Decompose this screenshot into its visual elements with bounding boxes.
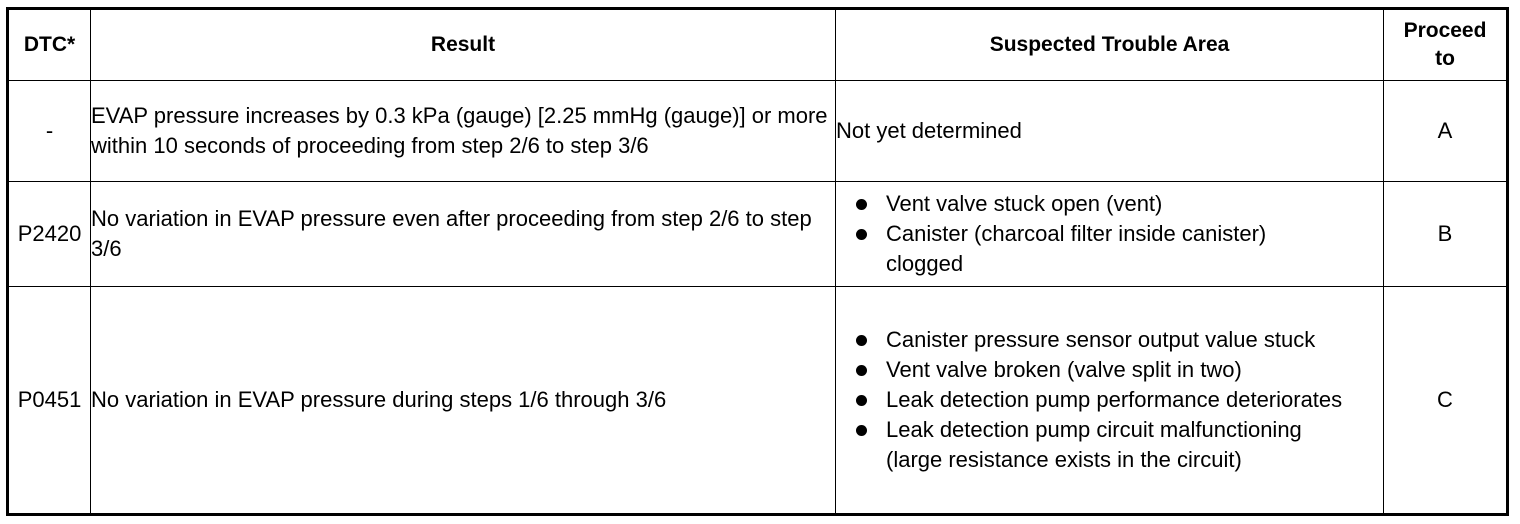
list-item [836, 385, 1383, 415]
result-text: No variation in EVAP pressure during steps 1/6 through 3/6 [91, 287, 836, 515]
table-row [8, 287, 1508, 515]
list-item-text: Leak detection pump performance deteriorates [886, 387, 1343, 412]
list-item-text: Vent valve broken (valve split in two) [886, 357, 1242, 382]
table-row [8, 182, 1508, 287]
bullet-icon [856, 425, 867, 436]
header-dtc: DTC* [8, 9, 91, 81]
result-text: No variation in EVAP pressure even after proceeding from step 2/6 to step 3/6 [91, 182, 836, 287]
bullet-icon [856, 395, 867, 406]
bullet-icon [856, 365, 867, 376]
list-item-text: Canister pressure sensor output value stuck [886, 327, 1316, 352]
table-header-row [8, 9, 1508, 81]
result-text: EVAP pressure increases by 0.3 kPa (gauge) [2.25 mmHg (gauge)] or more within 10 seconds of proceeding from step 2/6 to step 3/6 [91, 81, 836, 182]
proceed-to-value: C [1384, 287, 1508, 515]
dtc-table [6, 7, 1509, 516]
list-item [836, 219, 1383, 279]
dtc-code: P0451 [8, 287, 91, 515]
dtc-code: P2420 [8, 182, 91, 287]
header-suspected-trouble-area: Suspected Trouble Area [836, 9, 1384, 81]
bullet-icon [856, 335, 867, 346]
bullet-icon [856, 229, 867, 240]
list-item-text: Vent valve stuck open (vent) [886, 191, 1163, 216]
header-proceed-line1: Proceed [1403, 19, 1487, 42]
suspected-area-list [836, 182, 1384, 287]
proceed-to-value: A [1384, 81, 1508, 182]
bullet-icon [856, 199, 867, 210]
dtc-code: - [8, 81, 91, 182]
suspected-area-text: Not yet determined [836, 81, 1384, 182]
list-item-text: Leak detection pump circuit malfunctioning (large resistance exists in the circuit) [886, 417, 1302, 472]
header-proceed-line2: to [1435, 47, 1455, 70]
header-proceed-to [1384, 9, 1508, 81]
list-item [836, 415, 1383, 475]
suspected-area-list [836, 287, 1384, 515]
header-result: Result [91, 9, 836, 81]
list-item [836, 325, 1383, 355]
list-item [836, 355, 1383, 385]
list-item [836, 189, 1383, 219]
proceed-to-value: B [1384, 182, 1508, 287]
list-item-text: Canister (charcoal filter inside canister) clogged [886, 221, 1267, 276]
table-row [8, 81, 1508, 182]
